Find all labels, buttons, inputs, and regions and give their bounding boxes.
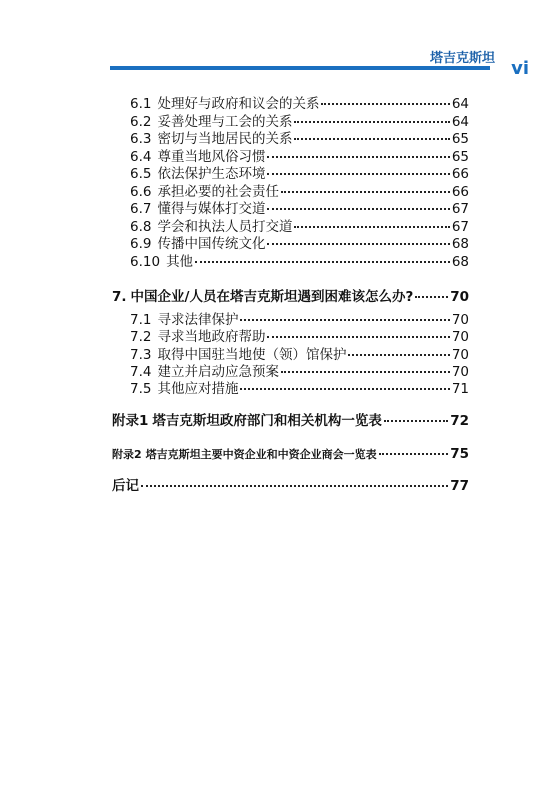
toc-entry-7-5[interactable]	[130, 381, 469, 398]
dot-leader	[321, 103, 449, 105]
toc-appendix-page: 72	[450, 413, 469, 429]
toc-entry-page: 64	[451, 96, 469, 112]
toc-entry-number: 7.2	[130, 329, 152, 345]
toc-entry-label: 寻求法律保护	[157, 312, 239, 328]
dot-leader	[384, 420, 448, 422]
toc-entry-number: 6.3	[130, 131, 152, 147]
toc-entry-page: 70	[451, 364, 469, 380]
toc-entry-label: 取得中国驻当地使（领）馆保护	[157, 347, 347, 363]
toc-entry-page: 65	[451, 131, 469, 147]
toc-entry-page: 66	[451, 184, 469, 200]
toc-entry-page: 66	[451, 166, 469, 182]
toc-entry-7-2[interactable]	[130, 329, 469, 346]
toc-entry-number: 6.4	[130, 149, 152, 165]
toc-entry-number: 7.4	[130, 364, 152, 380]
toc-appendix-number: 附录1	[112, 413, 149, 429]
header-rule	[110, 66, 490, 70]
toc-entry-6-7[interactable]	[130, 201, 469, 218]
dot-leader	[267, 173, 449, 175]
toc-entry-label: 学会和执法人员打交道	[157, 219, 293, 235]
dot-leader	[267, 208, 449, 210]
toc-entry-label: 尊重当地风俗习惯	[157, 149, 266, 165]
toc-entry-number: 6.5	[130, 166, 152, 182]
toc-entry-number: 6.2	[130, 114, 152, 130]
dot-leader	[267, 336, 449, 338]
toc-entry-6-10[interactable]	[130, 254, 469, 271]
toc-entry-label: 其他	[166, 254, 194, 270]
toc-entry-page: 71	[451, 381, 469, 397]
dot-leader	[379, 453, 449, 455]
running-header-title: 塔吉克斯坦	[429, 51, 495, 66]
toc-appendix-2[interactable]	[112, 446, 469, 463]
dot-leader	[281, 191, 450, 193]
toc-entry-label: 传播中国传统文化	[157, 236, 266, 252]
toc-entry-page: 70	[451, 347, 469, 363]
toc-entry-7-3[interactable]	[130, 347, 469, 364]
toc-entry-6-2[interactable]	[130, 114, 469, 131]
dot-leader	[415, 296, 448, 298]
toc-entry-page: 67	[451, 201, 469, 217]
toc-entry-number: 7.5	[130, 381, 152, 397]
toc-chapter-number: 7.	[112, 289, 127, 305]
dot-leader	[294, 121, 449, 123]
toc-chapter-page: 70	[450, 289, 469, 305]
page-number: vi	[511, 58, 529, 79]
toc-entry-label: 寻求当地政府帮助	[157, 329, 266, 345]
toc-entry-page: 67	[451, 219, 469, 235]
toc-entry-page: 64	[451, 114, 469, 130]
toc-entry-6-8[interactable]	[130, 219, 469, 236]
toc-entry-page: 70	[451, 312, 469, 328]
toc-appendix-label: 塔吉克斯坦政府部门和相关机构一览表	[152, 413, 382, 429]
toc-appendix-number: 附录2	[112, 448, 142, 461]
toc-entry-page: 68	[451, 236, 469, 252]
toc-entry-label: 处理好与政府和议会的关系	[157, 96, 320, 112]
dot-leader	[267, 156, 449, 158]
toc-entry-page: 68	[451, 254, 469, 270]
dot-leader	[141, 485, 448, 487]
toc-appendix-page: 75	[450, 446, 469, 462]
toc-entry-label: 其他应对措施	[157, 381, 239, 397]
toc-entry-7-4[interactable]	[130, 364, 469, 381]
toc-appendix-1[interactable]	[112, 413, 469, 430]
toc-entry-7-1[interactable]	[130, 312, 469, 329]
dot-leader	[195, 261, 450, 263]
toc-entry-number: 6.10	[130, 254, 161, 270]
dot-leader	[240, 388, 449, 390]
toc-entry-number: 7.1	[130, 312, 152, 328]
toc-entry-6-1[interactable]	[130, 96, 469, 113]
toc-entry-number: 7.3	[130, 347, 152, 363]
dot-leader	[294, 138, 449, 140]
toc-afterword-page: 77	[450, 478, 469, 494]
toc-entry-number: 6.8	[130, 219, 152, 235]
toc-entry-label: 建立并启动应急预案	[157, 364, 279, 380]
toc-entry-number: 6.7	[130, 201, 152, 217]
toc-appendix-label: 塔吉克斯坦主要中资企业和中资企业商会一览表	[145, 448, 377, 461]
toc-entry-6-5[interactable]	[130, 166, 469, 183]
dot-leader	[294, 226, 449, 228]
dot-leader	[348, 354, 449, 356]
toc-chapter-label: 中国企业/人员在塔吉克斯坦遇到困难该怎么办?	[130, 289, 414, 305]
toc-chapter-7[interactable]	[112, 289, 469, 306]
toc-afterword[interactable]	[112, 478, 469, 495]
toc-entry-page: 65	[451, 149, 469, 165]
toc-entry-6-9[interactable]	[130, 236, 469, 253]
toc-entry-label: 承担必要的社会责任	[157, 184, 279, 200]
toc-entry-6-3[interactable]	[130, 131, 469, 148]
toc-entry-label: 懂得与媒体打交道	[157, 201, 266, 217]
toc-entry-page: 70	[451, 329, 469, 345]
dot-leader	[281, 371, 450, 373]
toc-afterword-label: 后记	[112, 478, 139, 494]
toc-entry-label: 依法保护生态环境	[157, 166, 266, 182]
toc-entry-label: 密切与当地居民的关系	[157, 131, 293, 147]
toc-entry-label: 妥善处理与工会的关系	[157, 114, 293, 130]
toc-entry-number: 6.9	[130, 236, 152, 252]
toc-entry-6-4[interactable]	[130, 149, 469, 166]
dot-leader	[267, 243, 449, 245]
toc-entry-6-6[interactable]	[130, 184, 469, 201]
toc-entry-number: 6.1	[130, 96, 152, 112]
dot-leader	[240, 319, 449, 321]
toc-entry-number: 6.6	[130, 184, 152, 200]
